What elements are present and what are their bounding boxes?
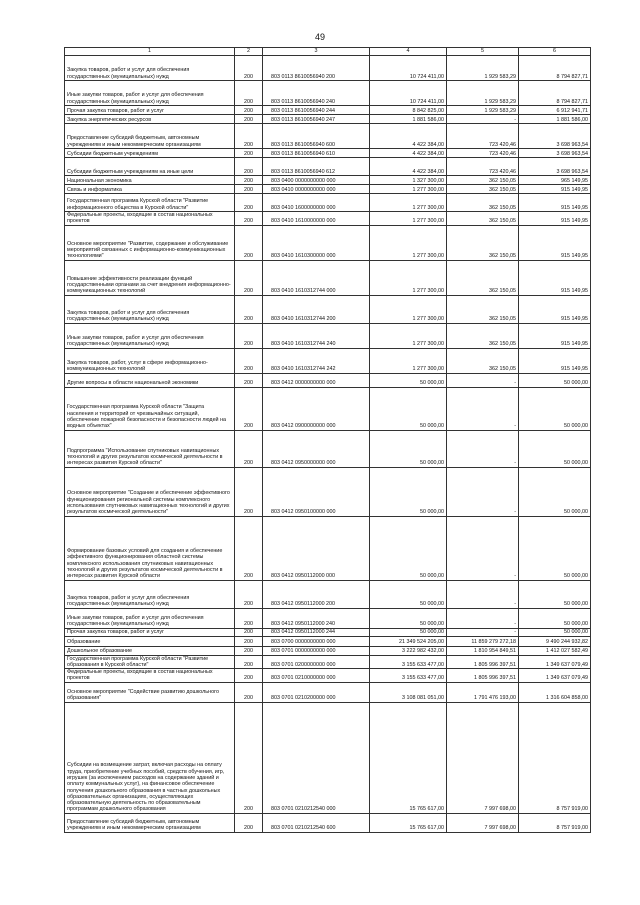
row-line-code: 200 [235, 185, 263, 194]
row-budget-code: 803 0412 0000000000 000 [263, 373, 370, 387]
row-line-code: 200 [235, 467, 263, 516]
row-line-code: 200 [235, 628, 263, 636]
row-budget-code: 803 0701 0210212540 000 [263, 702, 370, 813]
row-description: Субсидии бюджетным учреждениям [65, 149, 235, 158]
row-approved-amount: 15 765 617,00 [370, 813, 447, 832]
row-remaining-amount: 965 149,95 [519, 176, 591, 185]
row-description: Иные закупки товаров, работ и услуг для обеспечения государственных (муниципальных) нужд [65, 323, 235, 348]
row-approved-amount: 50 000,00 [370, 467, 447, 516]
row-budget-code: 803 0412 0950112000 000 [263, 516, 370, 580]
table-row [65, 467, 591, 516]
row-line-code: 200 [235, 295, 263, 323]
row-remaining-amount: 1 349 637 079,49 [519, 669, 591, 683]
row-line-code: 200 [235, 149, 263, 158]
row-line-code: 200 [235, 813, 263, 832]
table-row [65, 646, 591, 655]
table-header-row [65, 48, 591, 56]
row-line-code: 200 [235, 225, 263, 260]
row-budget-code: 803 0412 0950112000 240 [263, 608, 370, 628]
row-description: Субсидии бюджетным учреждениям на иные цели [65, 158, 235, 176]
row-line-code: 200 [235, 56, 263, 81]
row-budget-code: 803 0113 8610056940 244 [263, 106, 370, 115]
row-line-code: 200 [235, 115, 263, 124]
row-line-code: 200 [235, 373, 263, 387]
row-description: Иные закупки товаров, работ и услуг для обеспечения государственных (муниципальных) нужд [65, 608, 235, 628]
row-line-code: 200 [235, 636, 263, 646]
row-description: Государственная программа Курской области "Развитие информационного общества в Курской области" [65, 194, 235, 212]
table-row [65, 225, 591, 260]
row-executed-amount: 1 929 583,29 [447, 106, 519, 115]
row-line-code: 200 [235, 580, 263, 608]
row-approved-amount: 10 724 411,00 [370, 56, 447, 81]
row-remaining-amount: 915 149,95 [519, 348, 591, 373]
row-description: Национальная экономика [65, 176, 235, 185]
row-executed-amount: - [447, 115, 519, 124]
row-approved-amount: 15 765 617,00 [370, 702, 447, 813]
row-executed-amount: 1 810 954 849,51 [447, 646, 519, 655]
row-budget-code: 803 0412 0950100000 000 [263, 467, 370, 516]
row-description: Повышение эффективности реализации функций государственными органами за счет внедрения информационно-коммуникационных технологий [65, 260, 235, 295]
row-budget-code: 803 0412 0950112000 200 [263, 580, 370, 608]
row-approved-amount: 3 155 633 477,00 [370, 655, 447, 669]
row-remaining-amount: 915 149,95 [519, 185, 591, 194]
row-description: Другие вопросы в области национальной экономики [65, 373, 235, 387]
row-line-code: 200 [235, 124, 263, 149]
row-line-code: 200 [235, 430, 263, 467]
row-budget-code: 803 0701 0210200000 000 [263, 682, 370, 702]
row-executed-amount: 362 150,05 [447, 225, 519, 260]
row-description: Иные закупки товаров, работ и услуг для обеспечения государственных (муниципальных) нужд [65, 81, 235, 106]
row-executed-amount: - [447, 373, 519, 387]
header-cell: 1 [65, 48, 235, 56]
row-executed-amount: - [447, 430, 519, 467]
table-row [65, 158, 591, 176]
row-description: Закупка товаров, работ и услуг для обеспечения государственных (муниципальных) нужд [65, 580, 235, 608]
row-executed-amount: 1 805 996 397,51 [447, 655, 519, 669]
row-budget-code: 803 0113 8610056940 200 [263, 56, 370, 81]
row-description: Предоставление субсидий бюджетным, автономным учреждениям и иным некоммерческим организациям [65, 124, 235, 149]
row-budget-code: 803 0113 8610056940 247 [263, 115, 370, 124]
table-row [65, 295, 591, 323]
table-row [65, 373, 591, 387]
row-line-code: 200 [235, 158, 263, 176]
row-description: Формирование базовых условий для создания и обеспечение эффективного функционирования областной системы комплексного использования спутниковых навигационных технологий и других результатов космической деятельности в интересах развития Курской области [65, 516, 235, 580]
row-budget-code: 803 0412 0950112000 244 [263, 628, 370, 636]
table-row [65, 106, 591, 115]
row-approved-amount: 8 842 825,00 [370, 106, 447, 115]
row-executed-amount: - [447, 467, 519, 516]
row-line-code: 200 [235, 387, 263, 430]
row-description: Связь и информатика [65, 185, 235, 194]
row-approved-amount: 1 277 300,00 [370, 194, 447, 212]
row-description: Федеральные проекты, входящие в состав национальных проектов [65, 212, 235, 226]
row-description: Государственная программа Курской области "Защита населения и территорий от чрезвычайных ситуаций, обеспечение пожарной безопасности и безопасности людей на водных объектах" [65, 387, 235, 430]
row-budget-code: 803 0701 0210212540 600 [263, 813, 370, 832]
table-row [65, 260, 591, 295]
row-line-code: 200 [235, 212, 263, 226]
row-executed-amount: 1 929 583,29 [447, 81, 519, 106]
row-executed-amount: 362 150,05 [447, 295, 519, 323]
row-budget-code: 803 0410 1610312744 240 [263, 323, 370, 348]
row-budget-code: 803 0410 1610000000 000 [263, 212, 370, 226]
row-approved-amount: 50 000,00 [370, 387, 447, 430]
row-approved-amount: 1 277 300,00 [370, 295, 447, 323]
row-remaining-amount: 915 149,95 [519, 225, 591, 260]
row-remaining-amount: 915 149,95 [519, 194, 591, 212]
table-row [65, 56, 591, 81]
row-description: Образование [65, 636, 235, 646]
row-budget-code: 803 0400 0000000000 000 [263, 176, 370, 185]
row-description: Прочая закупка товаров, работ и услуг [65, 628, 235, 636]
table-row [65, 212, 591, 226]
row-approved-amount: 1 277 300,00 [370, 260, 447, 295]
table-row [65, 115, 591, 124]
row-approved-amount: 1 327 300,00 [370, 176, 447, 185]
row-description: Основное мероприятие "Развитие, содержание и обслуживание мероприятий связанных с информационно-коммуникационных технологиями" [65, 225, 235, 260]
table-row [65, 608, 591, 628]
row-remaining-amount: 8 794 827,71 [519, 56, 591, 81]
row-description: Субсидии на возмещение затрат, включая расходы на оплату труда, приобретение учебных пособий, средств обучения, игр, игрушек (за исключением расходов на содержание зданий и оплату коммунальных услуг), на финансовое обеспечение получения дошкольного образования в частных дошкольных образовательных организациях, осуществляющих образовательную деятельность по образовательным программам дошкольного образования [65, 702, 235, 813]
row-remaining-amount: 3 698 963,54 [519, 124, 591, 149]
row-description: Прочая закупка товаров, работ и услуг [65, 106, 235, 115]
row-line-code: 200 [235, 106, 263, 115]
row-remaining-amount: 8 757 919,00 [519, 702, 591, 813]
row-executed-amount: 1 791 476 193,00 [447, 682, 519, 702]
table-row [65, 628, 591, 636]
row-remaining-amount: 915 149,95 [519, 212, 591, 226]
row-approved-amount: 3 108 081 051,00 [370, 682, 447, 702]
row-budget-code: 803 0412 0950000000 000 [263, 430, 370, 467]
row-approved-amount: 1 881 586,00 [370, 115, 447, 124]
table-row [65, 348, 591, 373]
row-approved-amount: 3 222 982 432,00 [370, 646, 447, 655]
row-executed-amount: 11 859 279 272,18 [447, 636, 519, 646]
row-remaining-amount: 915 149,95 [519, 260, 591, 295]
row-approved-amount: 1 277 300,00 [370, 225, 447, 260]
row-budget-code: 803 0412 0900000000 000 [263, 387, 370, 430]
row-description: Подпрограмма "Использование спутниковых навигационных технологий и других результатов космической деятельности в интересах развития Курской области" [65, 430, 235, 467]
row-approved-amount: 1 277 300,00 [370, 212, 447, 226]
row-remaining-amount: 8 757 919,00 [519, 813, 591, 832]
table-row [65, 387, 591, 430]
row-approved-amount: 1 277 300,00 [370, 348, 447, 373]
row-line-code: 200 [235, 348, 263, 373]
row-approved-amount: 1 277 300,00 [370, 185, 447, 194]
table-row [65, 124, 591, 149]
budget-table [64, 47, 591, 833]
row-approved-amount: 50 000,00 [370, 516, 447, 580]
row-executed-amount: - [447, 387, 519, 430]
row-executed-amount: 362 150,05 [447, 348, 519, 373]
row-remaining-amount: 50 000,00 [519, 516, 591, 580]
row-budget-code: 803 0113 8610056940 612 [263, 158, 370, 176]
row-executed-amount: 7 997 698,00 [447, 813, 519, 832]
row-description: Дошкольное образование [65, 646, 235, 655]
row-line-code: 200 [235, 682, 263, 702]
table-row [65, 430, 591, 467]
header-cell: 5 [447, 48, 519, 56]
row-description: Основное мероприятие "Содействие развитию дошкольного образования" [65, 682, 235, 702]
row-budget-code: 803 0410 1610312744 000 [263, 260, 370, 295]
row-remaining-amount: 1 316 604 858,00 [519, 682, 591, 702]
row-executed-amount: 723 420,46 [447, 124, 519, 149]
table-row [65, 669, 591, 683]
row-description: Основное мероприятие "Создание и обеспечение эффективного функционирования региональной системы комплексного использования спутниковых навигационных технологий и других результатов космической деятельности" [65, 467, 235, 516]
row-budget-code: 803 0701 0200000000 000 [263, 655, 370, 669]
row-remaining-amount: 1 349 637 079,49 [519, 655, 591, 669]
row-line-code: 200 [235, 323, 263, 348]
row-executed-amount: 1 929 583,29 [447, 56, 519, 81]
row-executed-amount: 7 997 698,00 [447, 702, 519, 813]
row-remaining-amount: 8 794 827,71 [519, 81, 591, 106]
table-row [65, 516, 591, 580]
row-executed-amount: 362 150,05 [447, 194, 519, 212]
row-budget-code: 803 0410 1600000000 000 [263, 194, 370, 212]
row-approved-amount: 4 422 384,00 [370, 124, 447, 149]
row-executed-amount: 362 150,05 [447, 185, 519, 194]
row-line-code: 200 [235, 81, 263, 106]
row-budget-code: 803 0700 0000000000 000 [263, 636, 370, 646]
row-description: Предоставление субсидий бюджетным, автономным учреждениям и иным некоммерческим организациям [65, 813, 235, 832]
row-remaining-amount: 50 000,00 [519, 387, 591, 430]
row-approved-amount: 50 000,00 [370, 430, 447, 467]
row-line-code: 200 [235, 194, 263, 212]
table-row [65, 185, 591, 194]
row-executed-amount: 362 150,05 [447, 323, 519, 348]
row-remaining-amount: 50 000,00 [519, 373, 591, 387]
row-description: Федеральные проекты, входящие в состав национальных проектов [65, 669, 235, 683]
table-row [65, 176, 591, 185]
row-remaining-amount: 915 149,95 [519, 323, 591, 348]
row-budget-code: 803 0113 8610056940 600 [263, 124, 370, 149]
row-remaining-amount: 915 149,95 [519, 295, 591, 323]
table-row [65, 813, 591, 832]
row-budget-code: 803 0410 1610300000 000 [263, 225, 370, 260]
row-executed-amount: 1 805 996 397,51 [447, 669, 519, 683]
row-description: Государственная программа Курской области "Развитие образования в Курской области" [65, 655, 235, 669]
row-approved-amount: 4 422 384,00 [370, 149, 447, 158]
table-row [65, 580, 591, 608]
row-executed-amount: 362 150,05 [447, 176, 519, 185]
row-line-code: 200 [235, 260, 263, 295]
row-approved-amount: 50 000,00 [370, 373, 447, 387]
table-row [65, 636, 591, 646]
row-budget-code: 803 0113 8610056940 610 [263, 149, 370, 158]
row-approved-amount: 21 349 524 205,00 [370, 636, 447, 646]
row-approved-amount: 1 277 300,00 [370, 323, 447, 348]
row-approved-amount: 50 000,00 [370, 628, 447, 636]
header-cell: 4 [370, 48, 447, 56]
row-budget-code: 803 0410 0000000000 000 [263, 185, 370, 194]
row-executed-amount: 362 150,05 [447, 212, 519, 226]
row-remaining-amount: 50 000,00 [519, 580, 591, 608]
row-description: Закупка товаров, работ и услуг для обеспечения государственных (муниципальных) нужд [65, 295, 235, 323]
row-executed-amount: - [447, 516, 519, 580]
row-executed-amount: 362 150,05 [447, 260, 519, 295]
row-executed-amount: 723 420,46 [447, 149, 519, 158]
header-cell: 2 [235, 48, 263, 56]
row-budget-code: 803 0410 1610312744 242 [263, 348, 370, 373]
row-line-code: 200 [235, 608, 263, 628]
row-line-code: 200 [235, 646, 263, 655]
row-budget-code: 803 0410 1610312744 200 [263, 295, 370, 323]
table-row [65, 194, 591, 212]
row-approved-amount: 3 155 633 477,00 [370, 669, 447, 683]
row-line-code: 200 [235, 176, 263, 185]
header-cell: 6 [519, 48, 591, 56]
table-row [65, 323, 591, 348]
row-description: Закупка товаров, работ и услуг для обеспечения государственных (муниципальных) нужд [65, 56, 235, 81]
row-remaining-amount: 9 490 244 932,82 [519, 636, 591, 646]
row-line-code: 200 [235, 702, 263, 813]
page-number: 49 [314, 32, 325, 42]
row-executed-amount: - [447, 608, 519, 628]
table-row [65, 682, 591, 702]
table-row [65, 702, 591, 813]
row-description: Закупка энергетических ресурсов [65, 115, 235, 124]
row-executed-amount: - [447, 628, 519, 636]
row-budget-code: 803 0113 8610056940 240 [263, 81, 370, 106]
row-remaining-amount: 1 412 027 582,49 [519, 646, 591, 655]
row-line-code: 200 [235, 655, 263, 669]
row-description: Закупка товаров, работ, услуг в сфере информационно-коммуникационных технологий [65, 348, 235, 373]
table-row [65, 81, 591, 106]
row-remaining-amount: 50 000,00 [519, 430, 591, 467]
row-line-code: 200 [235, 516, 263, 580]
row-approved-amount: 4 422 384,00 [370, 158, 447, 176]
table-row [65, 655, 591, 669]
row-remaining-amount: 50 000,00 [519, 467, 591, 516]
row-executed-amount: - [447, 580, 519, 608]
table-row [65, 149, 591, 158]
row-remaining-amount: 3 698 963,54 [519, 158, 591, 176]
row-line-code: 200 [235, 669, 263, 683]
header-cell: 3 [263, 48, 370, 56]
row-remaining-amount: 3 698 963,54 [519, 149, 591, 158]
row-approved-amount: 50 000,00 [370, 580, 447, 608]
row-approved-amount: 50 000,00 [370, 608, 447, 628]
row-executed-amount: 723 420,46 [447, 158, 519, 176]
row-budget-code: 803 0701 0000000000 000 [263, 646, 370, 655]
row-remaining-amount: 1 881 586,00 [519, 115, 591, 124]
row-remaining-amount: 50 000,00 [519, 628, 591, 636]
row-remaining-amount: 6 912 941,71 [519, 106, 591, 115]
row-remaining-amount: 50 000,00 [519, 608, 591, 628]
row-approved-amount: 10 724 411,00 [370, 81, 447, 106]
row-budget-code: 803 0701 0210000000 000 [263, 669, 370, 683]
